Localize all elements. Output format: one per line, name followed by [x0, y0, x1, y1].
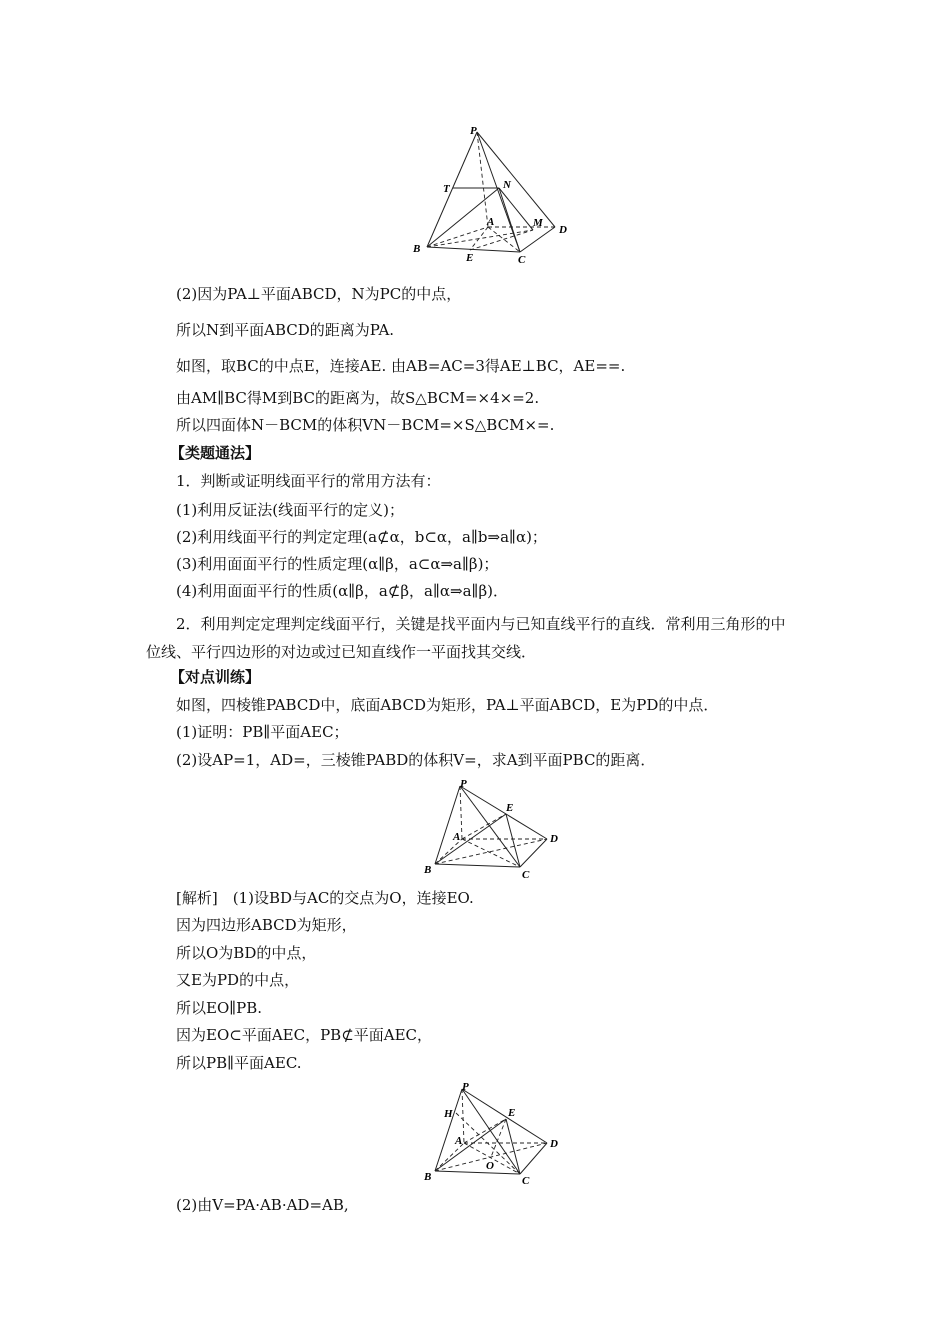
label-a: A — [453, 831, 461, 843]
pyramid-figure-3 — [420, 1077, 570, 1189]
text-line: 所以四面体N－BCM的体积VN－BCM=×S△BCM×=. — [176, 416, 555, 434]
label-m: M — [533, 217, 543, 229]
label-e: E — [466, 252, 474, 264]
text-line: 所以EO∥PB. — [176, 999, 263, 1017]
label-o: O — [486, 1160, 494, 1172]
pyramid-figure-2 — [420, 774, 570, 884]
text-line: 如图，取BC的中点E，连接AE. 由AB=AC=3得AE⊥BC，AE==. — [176, 357, 626, 375]
label-h: H — [444, 1108, 453, 1120]
label-a: A — [455, 1135, 463, 1147]
text-line: 如图，四棱锥PABCD中，底面ABCD为矩形，PA⊥平面ABCD，E为PD的中点． — [176, 696, 719, 714]
text-line: 因为EO⊂平面AEC，PB⊄平面AEC， — [176, 1026, 433, 1044]
label-c: C — [522, 1175, 530, 1187]
label-b: B — [413, 243, 421, 255]
label-p: P — [462, 1081, 469, 1093]
text-line: 因为四边形ABCD为矩形， — [176, 916, 357, 934]
text-line: (2)由V=PA·AB·AD=AB, — [176, 1196, 349, 1214]
text-line: (1)证明：PB∥平面AEC； — [176, 723, 349, 741]
text-line: 又E为PD的中点， — [176, 971, 300, 989]
label-c: C — [522, 869, 530, 881]
text-line: 所以N到平面ABCD的距离为PA. — [176, 321, 395, 339]
text-line: 1．判断或证明线面平行的常用方法有： — [176, 472, 441, 490]
label-d: D — [550, 833, 558, 845]
text-line: [解析] (1)设BD与AC的交点为O，连接EO. — [176, 889, 474, 907]
text-line: (2)因为PA⊥平面ABCD，N为PC的中点， — [176, 285, 462, 303]
label-p: P — [470, 125, 477, 137]
label-b: B — [424, 864, 432, 876]
label-p: P — [460, 778, 467, 790]
label-e: E — [508, 1107, 516, 1119]
section-heading: 【对点训练】 — [170, 668, 261, 686]
section-heading: 【类题通法】 — [170, 444, 261, 462]
text-line: (2)利用线面平行的判定定理(a⊄α，b⊂α，a∥b⇒a∥α)； — [176, 528, 547, 546]
label-e: E — [506, 802, 514, 814]
text-line: 所以O为BD的中点， — [176, 944, 317, 962]
label-d: D — [559, 224, 567, 236]
label-b: B — [424, 1171, 432, 1183]
label-n: N — [503, 179, 511, 191]
label-t: T — [443, 183, 450, 195]
text-paragraph: 2．利用判定定理判定线面平行，关键是找平面内与已知直线平行的直线．常利用三角形的中位线、平行四边形的对边或过已知直线作一平面找其交线． — [146, 615, 786, 661]
label-c: C — [518, 254, 526, 266]
pyramid-figure-1 — [405, 122, 585, 267]
label-a: A — [487, 216, 495, 228]
label-d: D — [550, 1138, 558, 1150]
text-line: 由AM∥BC得M到BC的距离为，故S△BCM=×4×=2. — [176, 389, 540, 407]
text-line: (4)利用面面平行的性质(α∥β，a⊄β，a∥α⇒a∥β)． — [176, 582, 508, 600]
text-line: (2)设AP=1，AD=，三棱锥PABD的体积V=，求A到平面PBC的距离． — [176, 751, 656, 769]
text-line: 所以PB∥平面AEC. — [176, 1054, 302, 1072]
text-line: (1)利用反证法(线面平行的定义)； — [176, 501, 404, 519]
text-line: (3)利用面面平行的性质定理(α∥β，a⊂α⇒a∥β)； — [176, 555, 499, 573]
